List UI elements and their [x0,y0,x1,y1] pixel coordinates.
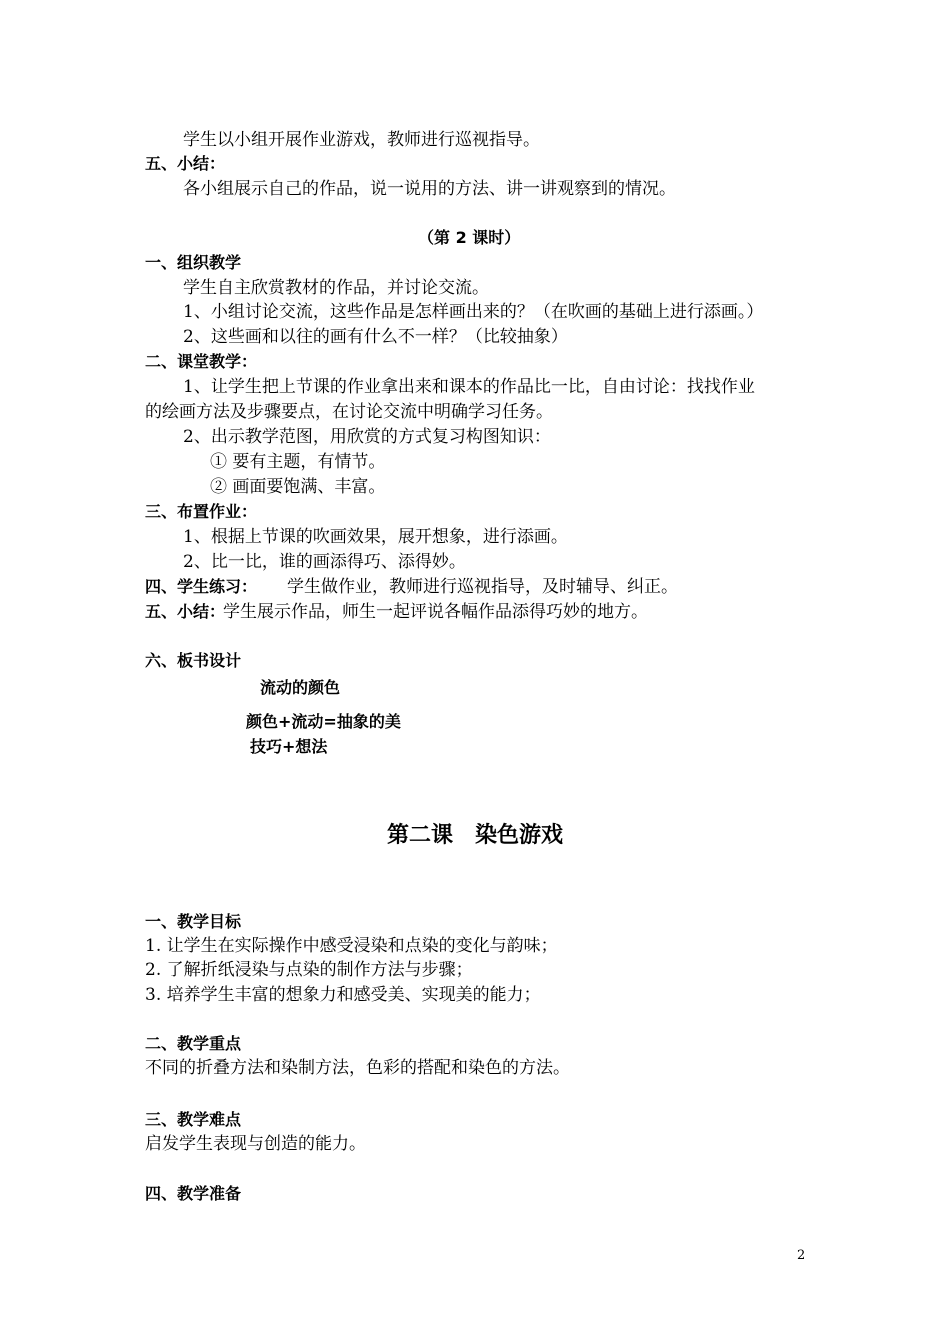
paragraph: 各小组展示自己的作品，说一说用的方法、讲一讲观察到的情况。 [183,179,676,199]
section-heading: 四、学生练习： [145,577,258,596]
section-heading: 二、教学重点 [145,1034,242,1053]
list-item: 1. 让学生在实际操作中感受浸染和点染的变化与韵味； [145,936,558,956]
page-number: 2 [797,1248,806,1263]
board-title: 流动的颜色 [260,678,341,697]
paragraph: 不同的折叠方法和染制方法，色彩的搭配和染色的方法。 [145,1058,570,1078]
list-item: 2. 了解折纸浸染与点染的制作方法与步骤； [145,960,473,980]
section-heading: 五、小结： [145,602,226,621]
section-heading: 三、布置作业： [145,502,258,521]
paragraph: 学生展示作品，师生一起评说各幅作品添得巧妙的地方。 [223,602,648,622]
paragraph: 学生做作业，教师进行巡视指导，及时辅导、纠正。 [287,577,678,597]
paragraph: 学生自主欣赏教材的作品，并讨论交流。 [183,278,489,298]
section-heading: 一、组织教学 [145,253,242,272]
paragraph: 的绘画方法及步骤要点，在讨论交流中明确学习任务。 [145,402,553,422]
lesson-period-heading: （第 2 课时） [418,228,521,247]
board-line: 颜色+流动=抽象的美 [246,712,401,731]
paragraph: 启发学生表现与创造的能力。 [145,1134,366,1154]
list-item: ① 要有主题，有情节。 [210,452,386,472]
section-heading: 六、板书设计 [145,651,242,670]
paragraph: 2、这些画和以往的画有什么不一样？（比较抽象） [183,327,568,347]
section-heading: 三、教学难点 [145,1110,242,1129]
paragraph: 2、出示教学范图，用欣赏的方式复习构图知识： [183,427,551,447]
board-line: 技巧+想法 [250,737,328,756]
paragraph: 1、小组讨论交流，这些作品是怎样画出来的？（在吹画的基础上进行添画。） [183,302,764,322]
paragraph: 1、让学生把上节课的作业拿出来和课本的作品比一比，自由讨论：找找作业 [183,377,755,397]
section-heading: 一、教学目标 [145,912,242,931]
section-heading: 二、课堂教学： [145,352,258,371]
paragraph: 学生以小组开展作业游戏，教师进行巡视指导。 [183,130,540,150]
list-item: ② 画面要饱满、丰富。 [210,477,386,497]
paragraph: 2、比一比，谁的画添得巧、添得妙。 [183,552,466,572]
paragraph: 1、根据上节课的吹画效果，展开想象，进行添画。 [183,527,568,547]
section-heading: 五、小结： [145,154,226,173]
lesson-title: 第二课 染色游戏 [386,823,563,848]
list-item: 3. 培养学生丰富的想象力和感受美、实现美的能力； [145,985,541,1005]
section-heading: 四、教学准备 [145,1184,242,1203]
